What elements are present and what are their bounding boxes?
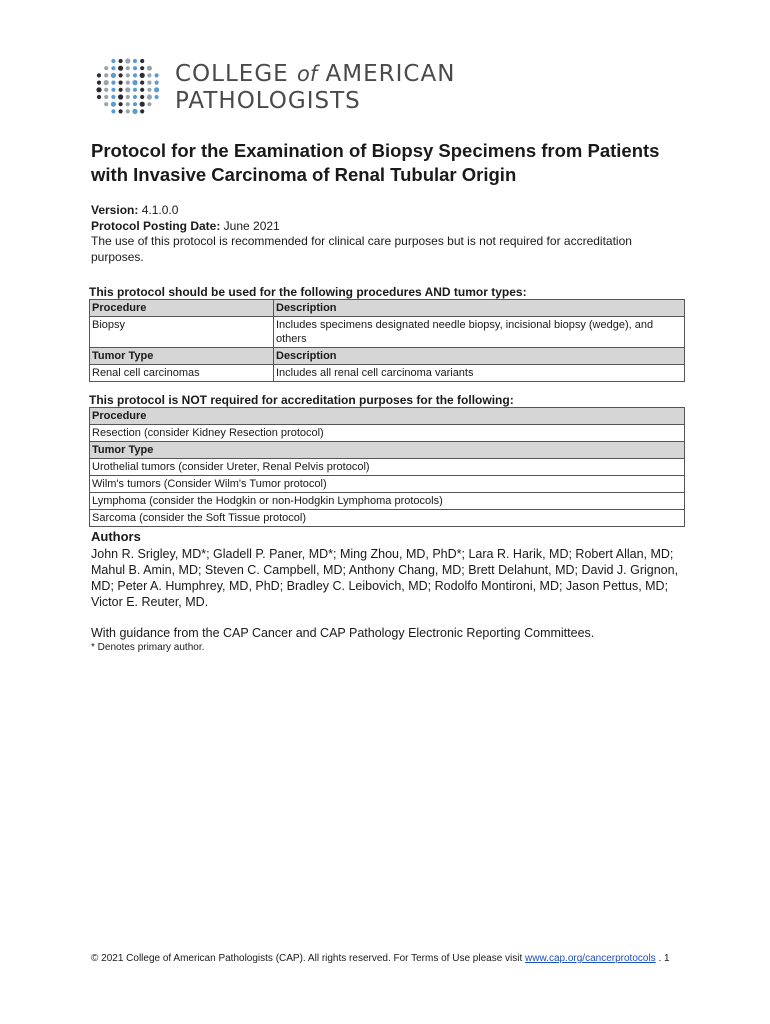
required-table [89,299,685,382]
required-section [89,285,685,382]
not-required-table [89,407,685,527]
table-row: Urothelial tumors (consider Ureter, Renal Pelvis protocol) [90,459,685,476]
document-title: Protocol for the Examination of Biopsy Specimens from Patients with Invasive Carcinoma of Renal Tubular Origin [91,140,660,185]
document-meta [91,203,686,265]
table-header-row: Tumor Type [90,442,685,459]
page-number: . 1 [655,953,670,964]
not-required-section [89,393,685,527]
primary-author-note: * Denotes primary author. [91,642,205,653]
table-header-row: Tumor Type Description [90,348,685,365]
table-row: Wilm's tumors (Consider Wilm's Tumor protocol) [90,476,685,493]
table-row: Biopsy Includes specimens designated needle biopsy, incisional biopsy (wedge), and others [90,317,685,348]
terms-link[interactable]: www.cap.org/cancerprotocols [525,953,656,964]
authors-list: John R. Srigley, MD*; Gladell P. Paner, MD*; Ming Zhou, MD, PhD*; Lara R. Harik, MD; Robert Allan, MD; Mahul B. Amin, MD; Steven C. Campbell, MD; Anthony Chang, MD; Brett Delahunt, MD; David J. Grignon, MD; Peter A. Humphrey, MD, PhD; Bradley C. Leibovich, MD; Rodolfo Montironi, MD; Jason Pettus, MD; Victor E. Reuter, MD. [91,547,679,609]
authors-heading: Authors [91,529,141,544]
cap-logo [95,56,455,120]
cap-logo-wordmark: COLLEGE of AMERICAN PATHOLOGISTS [175,61,456,114]
posting-date-line: Protocol Posting Date: June 2021 [91,218,280,233]
table-row: Lymphoma (consider the Hodgkin or non-Hodgkin Lymphoma protocols) [90,493,685,510]
table-row: Resection (consider Kidney Resection protocol) [90,425,685,442]
usage-note: The use of this protocol is recommended for clinical care purposes but is not required for accreditation purposes. [91,234,632,264]
required-heading: This protocol should be used for the following procedures AND tumor types: [89,285,527,299]
table-header-row: Procedure [90,408,685,425]
cap-logo-dot-grid-icon [95,56,161,120]
copyright-text: © 2021 College of American Pathologists (CAP). All rights reserved. For Terms of Use please visit [91,953,526,964]
version-line: Version: 4.1.0.0 [91,203,179,217]
table-row: Sarcoma (consider the Soft Tissue protocol) [90,510,685,527]
page-footer [91,953,691,964]
not-required-heading: This protocol is NOT required for accreditation purposes for the following: [89,393,514,407]
table-header-row: Procedure Description [90,300,685,317]
authors-section [91,529,681,610]
table-row: Renal cell carcinomas Includes all renal cell carcinoma variants [90,365,685,382]
guidance-text: With guidance from the CAP Cancer and CAP Pathology Electronic Reporting Committees. [91,626,595,640]
